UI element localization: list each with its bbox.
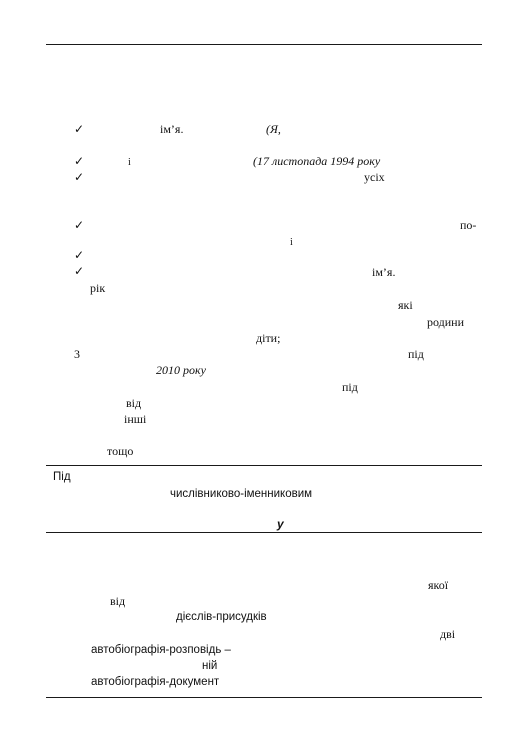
text-dvi: дві [440, 627, 456, 641]
checkmark-icon: ✓ [74, 218, 85, 232]
checkmark-icon: ✓ [74, 170, 85, 184]
checkmark-icon: ✓ [74, 264, 85, 278]
checkmark-icon: ✓ [74, 122, 85, 136]
text-pid-label: Під [53, 471, 71, 483]
text-diesliv: дієслів-присудків [176, 611, 267, 623]
text-numeral-noun: числівниково-іменниковим [170, 488, 313, 500]
text-year-2010: 2010 року [156, 363, 206, 377]
text-ya-paren: (Я, [266, 122, 281, 136]
text-rodyny: родини [427, 315, 465, 329]
text-u-letter: у [277, 517, 284, 531]
text-im-ya: ім’я. [160, 122, 184, 136]
middle-rule-1 [46, 465, 482, 466]
text-pid-1: під [408, 347, 424, 361]
text-vid-1: від [126, 396, 142, 410]
bottom-rule [46, 697, 482, 698]
text-i-small: і [128, 157, 131, 168]
text-yaki: які [398, 298, 413, 312]
text-autobio-doc: автобіографія-документ [91, 676, 220, 688]
text-autobio-story: автобіографія-розповідь – [91, 644, 231, 656]
text-nii: ній [202, 660, 218, 672]
top-rule [46, 44, 482, 45]
text-vid-2: від [110, 594, 126, 608]
text-dity: діти; [256, 331, 281, 345]
text-po: по- [460, 218, 477, 232]
text-yakoi: якої [428, 578, 449, 592]
text-i-small-2: і [290, 237, 293, 248]
text-im-ya-2: ім’я. [372, 265, 396, 279]
text-date-1994: (17 листопада 1994 року [253, 154, 381, 168]
text-rik: рік [90, 281, 106, 295]
checkmark-icon: ✓ [74, 248, 85, 262]
text-three: 3 [74, 347, 80, 361]
middle-rule-2 [46, 532, 482, 533]
text-pid-2: під [342, 380, 358, 394]
checkmark-icon: ✓ [74, 154, 85, 168]
text-toshcho: тощо [107, 444, 134, 458]
text-inshi: інші [124, 412, 147, 426]
text-usih: усіх [364, 170, 385, 184]
